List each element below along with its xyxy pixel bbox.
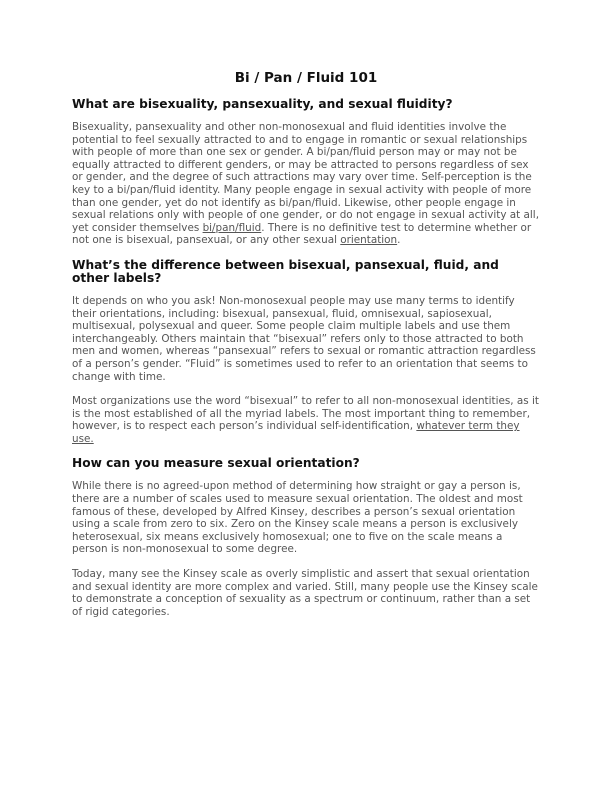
page-title: Bi / Pan / Fluid 101 — [234, 70, 378, 86]
section-paragraph-measure-2: Today, many see the Kinsey scale as overly simplistic and assert that sexual orientation and sexual identity are more complex and varied. Still, many people use the Kinsey scale to demonstrate a conception of sexuality as a spectrum or continuum, rather than a set of rigid categories. — [72, 568, 538, 618]
text-run: . There is no definitive test to determine whether or not one is bisexual, pansexual, or any other sexual — [72, 221, 532, 247]
link-whatever-term[interactable]: whatever term they use. — [72, 420, 520, 445]
section-paragraph-definitions — [72, 121, 540, 247]
section-paragraph-labels-2 — [72, 395, 540, 445]
section-heading-labels: What’s the difference between bisexual, pansexual, fluid, and other labels? — [72, 257, 499, 285]
text-run: Bisexuality, pansexuality and other non-monosexual and fluid identities involve the potential to feel sexually attracted to and to engage in romantic or sexual relationships with people of more than one sex or gender. A bi/pan/fluid person may or may not be equally attracted to different genders, or may be attracted to persons regardless of sex or gender, and the degree of such attractions may vary over time. Self-perception is the key to a bi/pan/fluid identity. Many people engage in sexual activity with people of more than one gender, yet do not identify as bi/pan/fluid. Likewise, other people engage in sexual relations only with people of one gender, or do not engage in sexual activity at all, yet consider themselves — [72, 121, 539, 234]
section-paragraph-measure-1: While there is no agreed-upon method of determining how straight or gay a person is, there are a number of scales used to measure sexual orientation. The oldest and most famous of these, developed by Alfred Kinsey, describes a person’s sexual orientation using a scale from zero to six. Zero on the Kinsey scale means a person is exclusively heterosexual, six means exclusively homosexual; one to five on the scale means a person is non-monosexual to some degree. — [72, 480, 523, 556]
section-paragraph-labels-1: It depends on who you ask! Non-monosexual people may use many terms to identify their orientations, including: bisexual, pansexual, fluid, omnisexual, sapiosexual, multisexual, polysexual and queer. Some people claim multiple labels and use them interchangeably. Others maintain that “bisexual” refers only to those attracted to both men and women, whereas “pansexual” refers to sexual or romantic attraction regardless of a person’s gender. “Fluid” is sometimes used to refer to an orientation that seems to change with time. — [72, 294, 536, 383]
text-run: . — [397, 234, 401, 247]
section-heading-measure: How can you measure sexual orientation? — [72, 456, 360, 471]
section-heading-definitions: What are bisexuality, pansexuality, and sexual fluidity? — [72, 97, 453, 111]
text-run: Most organizations use the word “bisexual” to refer to all non-monosexual identities, as it is the most established of all the myriad labels. The most important thing to remember, however, is to respect each person’s individual self-identification, — [72, 395, 539, 433]
link-bi-pan-fluid[interactable]: bi/pan/fluid — [202, 221, 262, 234]
link-orientation[interactable]: orientation — [340, 234, 398, 247]
